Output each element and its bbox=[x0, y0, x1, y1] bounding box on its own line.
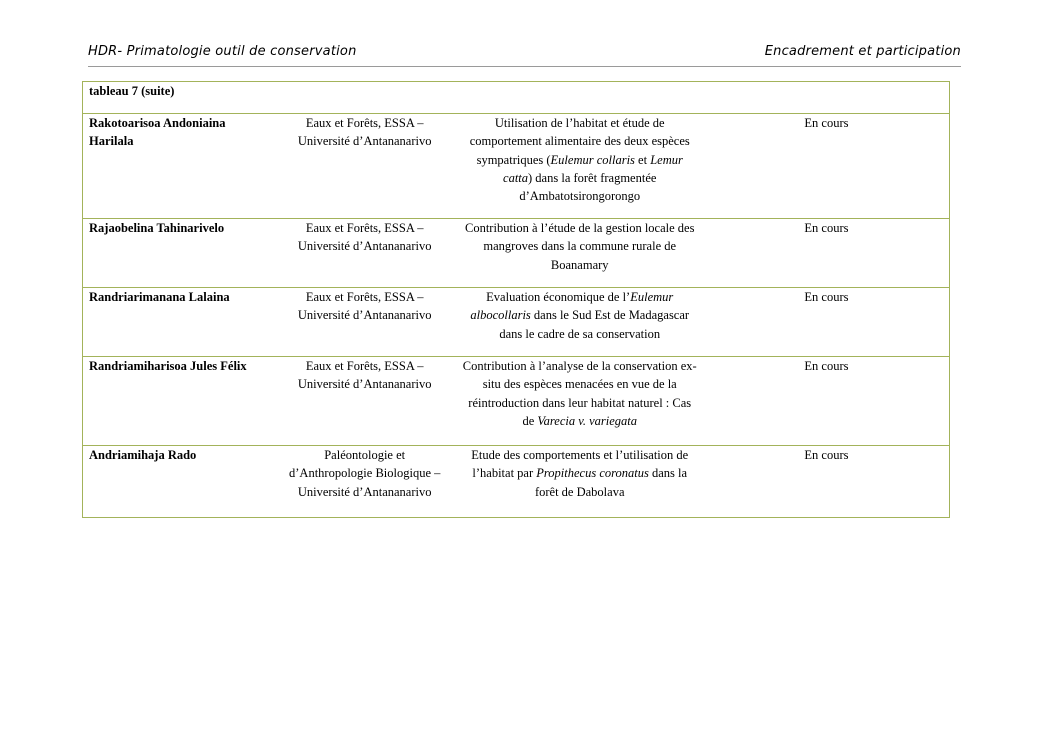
species-name: Propithecus coronatus bbox=[536, 466, 649, 481]
institution-line: Eaux et Forêts, ESSA – bbox=[305, 221, 424, 235]
student-name-text: Rajaobelina Tahinarivelo bbox=[89, 221, 225, 235]
subject-text-run: Etude des comportements et l’utilisation de l’habitat par bbox=[471, 448, 689, 481]
status: En cours bbox=[704, 446, 950, 518]
page-header bbox=[88, 44, 961, 67]
institution-line: Paléontologie et bbox=[324, 448, 406, 462]
student-name-text: Randriamiharisoa Jules Félix bbox=[89, 359, 247, 373]
subject-text-run: ) dans la forêt fragmentée d’Ambatotsirongorongo bbox=[519, 170, 657, 204]
table-caption-text: tableau 7 (suite) bbox=[89, 84, 175, 98]
supervision-table bbox=[82, 81, 950, 518]
subject-text-run: dans la forêt de Dabolava bbox=[534, 466, 688, 499]
species-name: Varecia v. variegata bbox=[537, 413, 637, 428]
institution bbox=[274, 357, 456, 446]
student-name bbox=[83, 114, 274, 219]
student-name-text: Rakotoarisoa Andoniaina Harilala bbox=[89, 116, 226, 149]
subject-text-run: Utilisation de l’habitat et étude de comportement alimentaire des deux espèces sympatriques ( bbox=[469, 116, 690, 167]
table-row bbox=[83, 446, 950, 518]
table-caption bbox=[83, 82, 950, 114]
student-name-text: Randriarimanana Lalaina bbox=[89, 290, 230, 304]
subject-text-run: et bbox=[634, 152, 651, 167]
institution bbox=[274, 114, 456, 219]
thesis-subject bbox=[456, 219, 704, 288]
student-name bbox=[83, 446, 274, 518]
student-name bbox=[83, 288, 274, 357]
thesis-subject-text bbox=[456, 288, 704, 343]
subject-text-run: Evaluation économique de l’ bbox=[486, 290, 631, 304]
institution bbox=[274, 446, 456, 518]
thesis-subject bbox=[456, 288, 704, 357]
institution bbox=[274, 219, 456, 288]
species-name: Eulemur collaris bbox=[550, 152, 635, 167]
institution-line: Université d’Antananarivo bbox=[297, 239, 432, 254]
institution-line: Eaux et Forêts, ESSA – bbox=[305, 359, 424, 373]
institution-line: Université d’Antananarivo bbox=[297, 484, 432, 499]
thesis-subject bbox=[456, 114, 704, 219]
thesis-subject-text bbox=[456, 219, 704, 274]
species-name: Lemur catta bbox=[503, 152, 683, 185]
thesis-subject bbox=[456, 357, 704, 446]
subject-text-run: Contribution à l’étude de la gestion locale des mangroves dans la commune rurale de Boanamary bbox=[465, 221, 695, 272]
status: En cours bbox=[704, 288, 950, 357]
institution-line: d’Anthropologie Biologique – bbox=[289, 466, 441, 481]
institution-line: Université d’Antananarivo bbox=[297, 308, 432, 323]
species-name: Eulemur albocollaris bbox=[470, 290, 674, 323]
institution-line: Université d’Antananarivo bbox=[297, 134, 432, 149]
table-row bbox=[83, 114, 950, 219]
table-row bbox=[83, 219, 950, 288]
table-row bbox=[83, 288, 950, 357]
student-name bbox=[83, 219, 274, 288]
status: En cours bbox=[704, 114, 950, 219]
status: En cours bbox=[704, 219, 950, 288]
thesis-subject bbox=[456, 446, 704, 518]
table-caption-row bbox=[83, 82, 950, 114]
table-row bbox=[83, 357, 950, 446]
subject-text-run: Contribution à l’analyse de la conservation ex-situ des espèces menacées en vue de la réintroduction dans leur habitat naturel : Cas de bbox=[462, 359, 697, 428]
thesis-subject-text bbox=[456, 446, 704, 501]
student-name bbox=[83, 357, 274, 446]
student-name-text: Andriamihaja Rado bbox=[89, 448, 197, 462]
institution-line: Université d’Antananarivo bbox=[297, 377, 432, 392]
institution-line: Eaux et Forêts, ESSA – bbox=[305, 116, 424, 130]
institution-line: Eaux et Forêts, ESSA – bbox=[305, 290, 424, 304]
status: En cours bbox=[704, 357, 950, 446]
header-right-title: Encadrement et participation bbox=[764, 44, 961, 59]
institution bbox=[274, 288, 456, 357]
thesis-subject-text bbox=[456, 114, 704, 205]
subject-text-run: dans le Sud Est de Madagascar dans le cadre de sa conservation bbox=[499, 308, 690, 341]
header-left-title: HDR- Primatologie outil de conservation bbox=[88, 44, 357, 59]
thesis-subject-text bbox=[456, 357, 704, 430]
